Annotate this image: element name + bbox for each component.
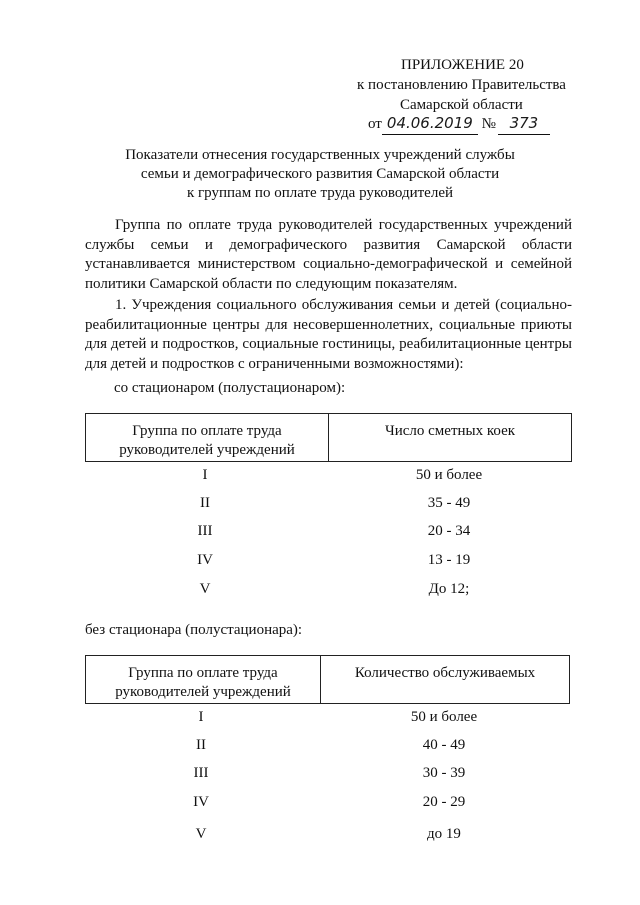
table-2-value-cell: 20 - 29 [422,794,466,810]
table-1-group-header: Группа по оплате труда руководителей учреждений [86,414,329,462]
date-number-line [368,113,550,135]
table-2-value-cell: до 19 [427,826,461,842]
date-prefix: от [368,116,382,132]
table-1-group-cell: II [200,495,210,511]
table-1-group-cell: III [197,523,213,539]
table-2-group-cell: V [195,826,207,842]
table-1-value-cell: 13 - 19 [427,552,471,568]
table-2-group-header: Группа по оплате труда руководителей учреждений [86,656,321,704]
table-2-label: без стационара (полустационара): [85,622,303,638]
table-2-group-cell: III [193,765,209,781]
table-2-header [85,655,570,704]
table-1-group-cell: V [199,581,211,597]
handwritten-date: 04.06.2019 [382,113,478,135]
table-1-value-cell: 50 и более [415,467,483,483]
table-1-group-cell: I [202,467,208,483]
intro-paragraph [85,216,572,294]
table-2-value-header: Количество обслуживаемых [321,656,570,704]
decree-reference: к постановлению Правительства [357,77,566,93]
appendix-title: ПРИЛОЖЕНИЕ 20 [401,57,524,73]
section-1-paragraph [85,296,572,374]
table-2-value-cell: 30 - 39 [422,765,466,781]
table-1-header [85,413,572,462]
document-title [60,146,580,203]
table-1-value-cell: 35 - 49 [427,495,471,511]
title-line-1: Показатели отнесения государственных учреждений службы [125,147,515,163]
table-2-group-cell: IV [193,794,209,810]
table-1-label: со стационаром (полустационаром): [114,380,346,396]
region-name: Самарской области [400,97,523,113]
section-1-text: 1. Учреждения социального обслуживания семьи и детей (социально-реабилитационные центры для несовершеннолетних, социальные приюты для детей и подростков, социальные гостиницы, реабилитационные центры для детей и подростков с ограниченными возможностями): [85,297,572,372]
table-2-group-cell: II [196,737,206,753]
table-2-group-cell: I [198,709,204,725]
table-2-value-cell: 40 - 49 [422,737,466,753]
table-2-value-cell: 50 и более [410,709,478,725]
intro-text: Группа по оплате труда руководителей государственных учреждений службы семьи и демографического развития Самарской области устанавливается министерством социально-демографической и семейной политики Самарской области по следующим показателям. [85,217,572,292]
table-1-group-cell: IV [197,552,213,568]
table-1-value-cell: 20 - 34 [427,523,471,539]
title-line-2: семьи и демографического развития Самарской области [140,166,500,182]
table-1-value-cell: До 12; [428,581,470,597]
table-1-value-header: Число сметных коек [329,414,572,462]
handwritten-number: 373 [498,113,550,135]
title-line-3: к группам по оплате труда руководителей [186,185,454,201]
number-label: № [481,116,496,132]
